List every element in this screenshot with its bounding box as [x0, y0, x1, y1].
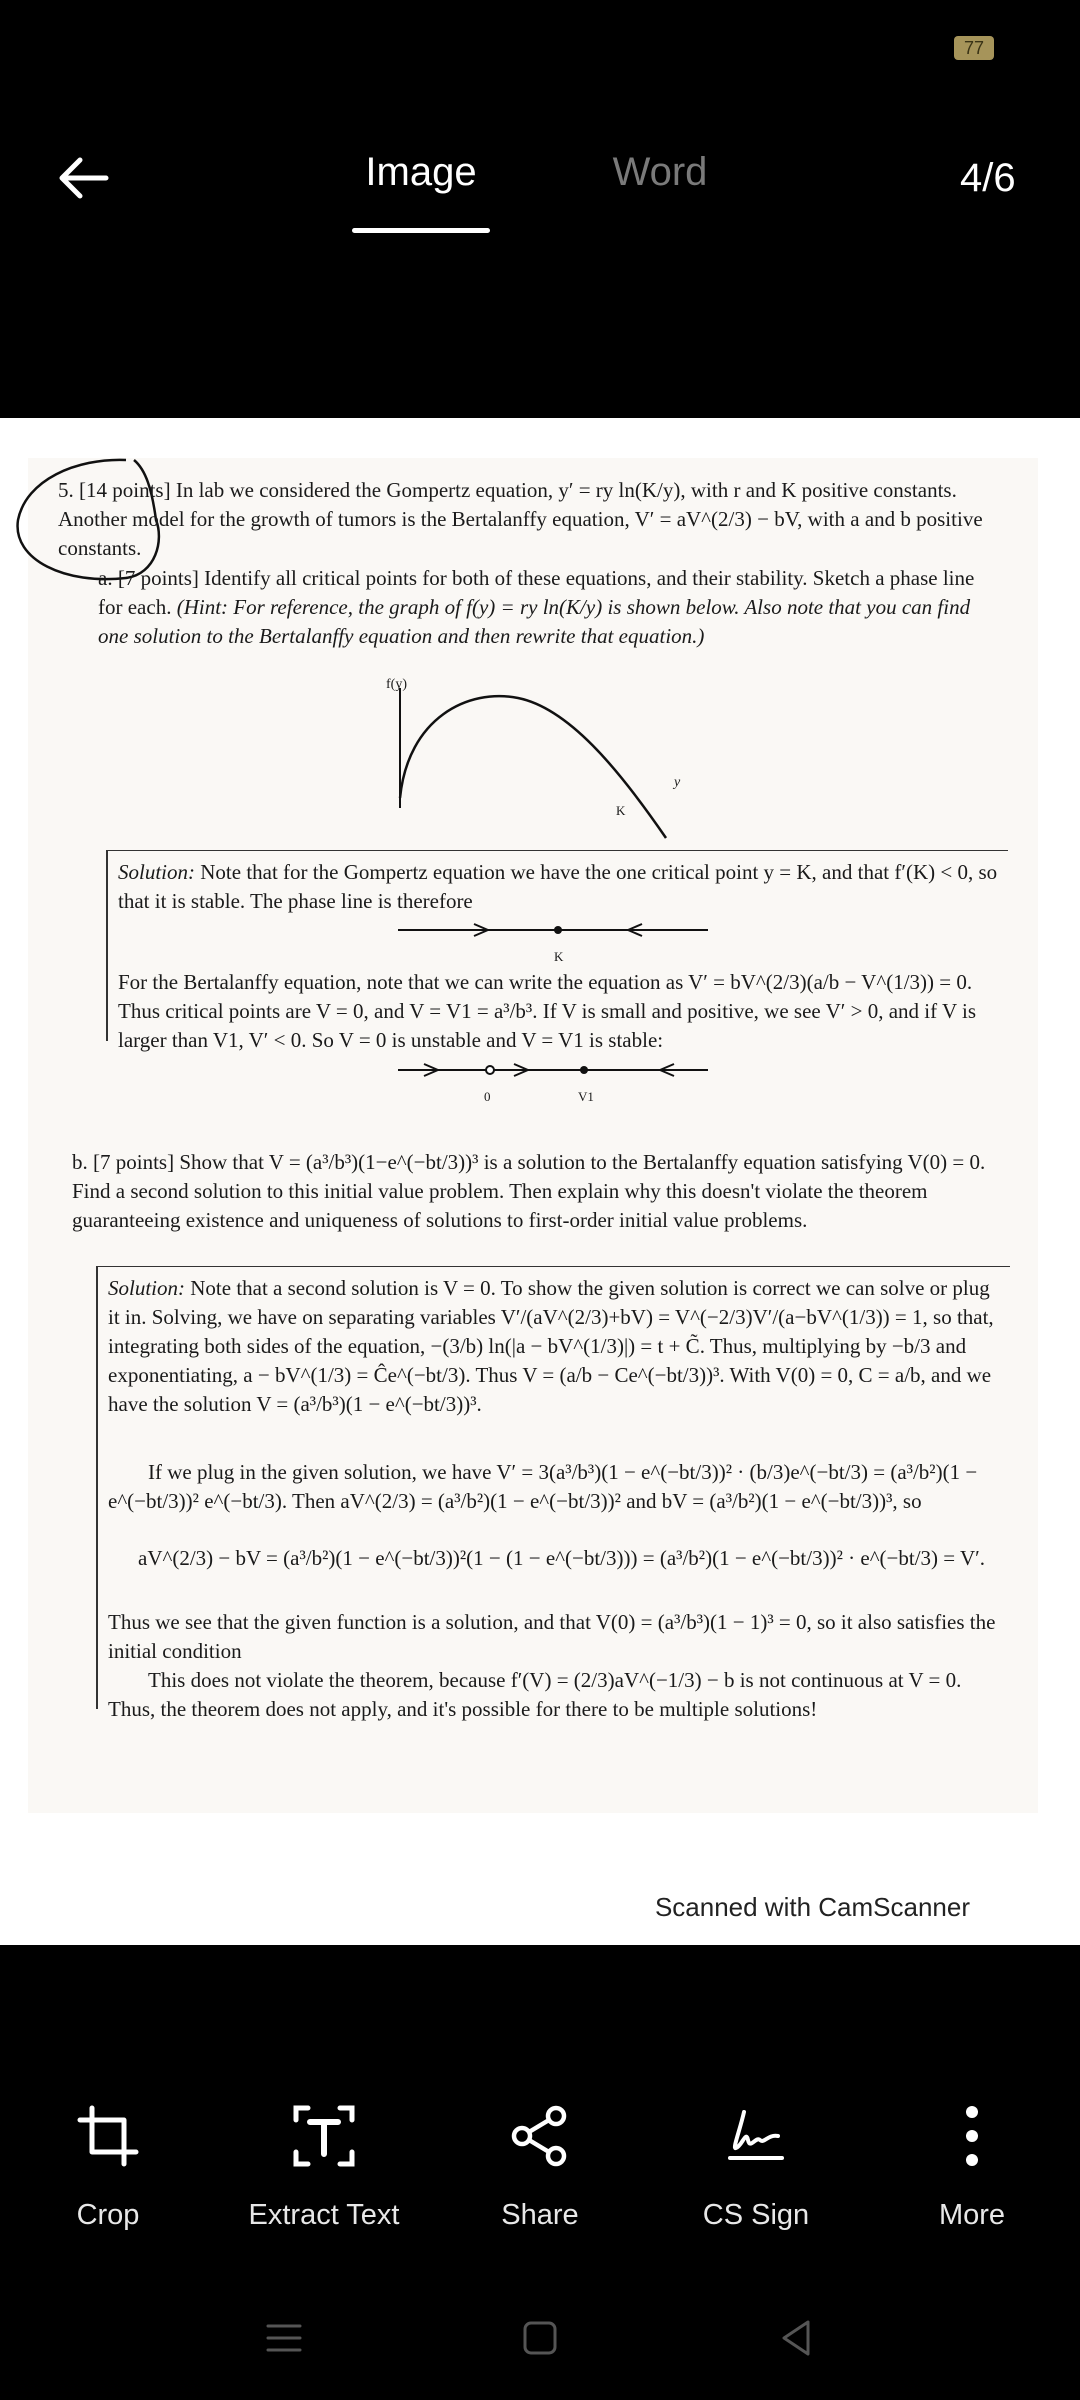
back-arrow-icon[interactable]	[54, 148, 114, 208]
extract-text-label: Extract Text	[248, 2199, 400, 2231]
question-5-intro: 5. [14 points] In lab we considered the Gompertz equation, y′ = ry ln(K/y), with r and K positive constants. Another model for the growth of tumors is the Bertalanffy equation, V′ = aV^(2/3) − bV, with a and b positive constants.	[58, 478, 983, 560]
solution-b-part4: This does not violate the theorem, because f′(V) = (2/3)aV^(−1/3) − b is not continuous at V = 0. Thus, the theorem does not apply, and it's possible for there to be multiple solutions!	[108, 1668, 962, 1721]
question-b: b. [7 points] Show that V = (a³/b³)(1−e^(−bt/3))³ is a solution to the Bertalanffy equation satisfying V(0) = 0. Find a second solution to this initial value problem. Then explain why this doesn't violate the theorem guaranteeing existence and uniqueness of solutions to first-order initial value problems.	[72, 1150, 986, 1232]
extract-text-icon	[288, 2100, 360, 2172]
battery-indicator: 77	[954, 36, 994, 60]
solution-label: Solution:	[118, 860, 195, 884]
scanned-page	[28, 458, 1038, 1813]
solution-b1-text: Note that a second solution is V = 0. To show the given solution is correct we can solve or plug it in. Solving, we have on separating variables V′/(aV^(2/3)+bV) = V^(−2/3)V′/(a−bV^(1/3)) = 1, so that, integrating both sides of the equation, −(3/b) ln(|a − bV^(1/3)|) = t + C̃. Thus, multiplying by −b/3 and exponentiating, a − bV^(1/3) = Ĉe^(−bt/3). Thus V = (a/b − Ce^(−bt/3))³. With V(0) = 0, C = a/b, and we have the solution V = (a³/b³)(1 − e^(−bt/3))³.	[108, 1276, 994, 1416]
phase-line-v1-label: V1	[578, 1089, 594, 1104]
extract-text-button[interactable]	[216, 2100, 432, 2232]
share-label: Share	[501, 2199, 579, 2231]
solution-b-label: Solution:	[108, 1276, 185, 1300]
solution-a-bertalanffy: For the Bertalanffy equation, note that we can write the equation as V′ = bV^(2/3)(a/b − V^(1/3)) = 0. Thus critical points are V = 0, and V = V1 = a³/b³. If V is small and positive, we see V′ > 0, and if V is larger than V1, V′ < 0. So V = 0 is unstable and V = V1 is stable:	[118, 970, 977, 1052]
document-preview[interactable]	[0, 418, 1080, 1945]
cs-sign-label: CS Sign	[702, 2199, 810, 2231]
share-button[interactable]	[432, 2100, 648, 2232]
phase-line-gompertz	[398, 920, 718, 940]
solution-b-part3: Thus we see that the given function is a solution, and that V(0) = (a³/b³)(1 − 1)³ = 0, so it also satisfies the initial condition	[108, 1610, 996, 1663]
status-bar	[0, 0, 1080, 90]
tab-word[interactable]: Word	[612, 150, 708, 194]
crop-icon	[72, 2100, 144, 2172]
more-button[interactable]	[864, 2100, 1080, 2232]
solution-b-part2: If we plug in the given solution, we have V′ = 3(a³/b³)(1 − e^(−bt/3))² · (b/3)e^(−bt/3) = (a³/b²)(1 − e^(−bt/3))² e^(−bt/3). Then aV^(2/3) = (a³/b²)(1 − e^(−bt/3))² and bV = (a³/b²)(1 − e^(−bt/3))³, so	[108, 1460, 978, 1513]
graph-y-axis-label: y	[674, 775, 681, 790]
top-bar	[0, 90, 1080, 410]
cs-sign-button[interactable]	[648, 2100, 864, 2232]
solution-a-gompertz	[118, 858, 998, 916]
home-icon[interactable]	[520, 2318, 560, 2358]
camscanner-watermark: Scanned with CamScanner	[654, 1892, 970, 1922]
solution-b-equation: aV^(2/3) − bV = (a³/b²)(1 − e^(−bt/3))²(1 − (1 − e^(−bt/3))) = (a³/b²)(1 − e^(−bt/3))² · e^(−bt/3) = V′.	[138, 1546, 986, 1570]
phase-line-bertalanffy	[398, 1060, 718, 1080]
signature-icon	[720, 2100, 792, 2172]
share-icon	[504, 2100, 576, 2172]
question-a-hint: (Hint: For reference, the graph of f(y) = ry ln(K/y) is shown below. Also note that you can find one solution to the Bertalanffy equation and then rewrite that equation.)	[98, 595, 971, 648]
gompertz-graph	[398, 688, 718, 848]
page-indicator: 4/6	[960, 156, 1016, 200]
phase-line-k-label: K	[554, 949, 564, 964]
question-a-text: a. [7 points] Identify all critical points for both of these equations, and their stability. Sketch a phase line for each.	[98, 566, 975, 619]
crop-button[interactable]	[0, 2100, 216, 2232]
phase-line-zero-label: 0	[484, 1089, 491, 1104]
graph-y-label: f(y)	[386, 677, 407, 692]
system-nav-bar	[0, 2300, 1080, 2400]
active-tab-indicator	[352, 228, 490, 233]
question-a	[98, 564, 988, 651]
recent-apps-icon[interactable]	[264, 2318, 304, 2358]
solution-b-part1	[108, 1274, 1004, 1419]
crop-label: Crop	[76, 2199, 140, 2231]
back-nav-icon[interactable]	[776, 2318, 816, 2358]
more-label: More	[938, 2199, 1006, 2231]
solution-a1-text: Note that for the Gompertz equation we have the one critical point y = K, and that f′(K) < 0, so that it is stable. The phase line is therefore	[118, 860, 998, 913]
tab-image[interactable]: Image	[365, 150, 477, 194]
more-vertical-icon	[936, 2100, 1008, 2172]
graph-k-label: K	[616, 803, 626, 818]
